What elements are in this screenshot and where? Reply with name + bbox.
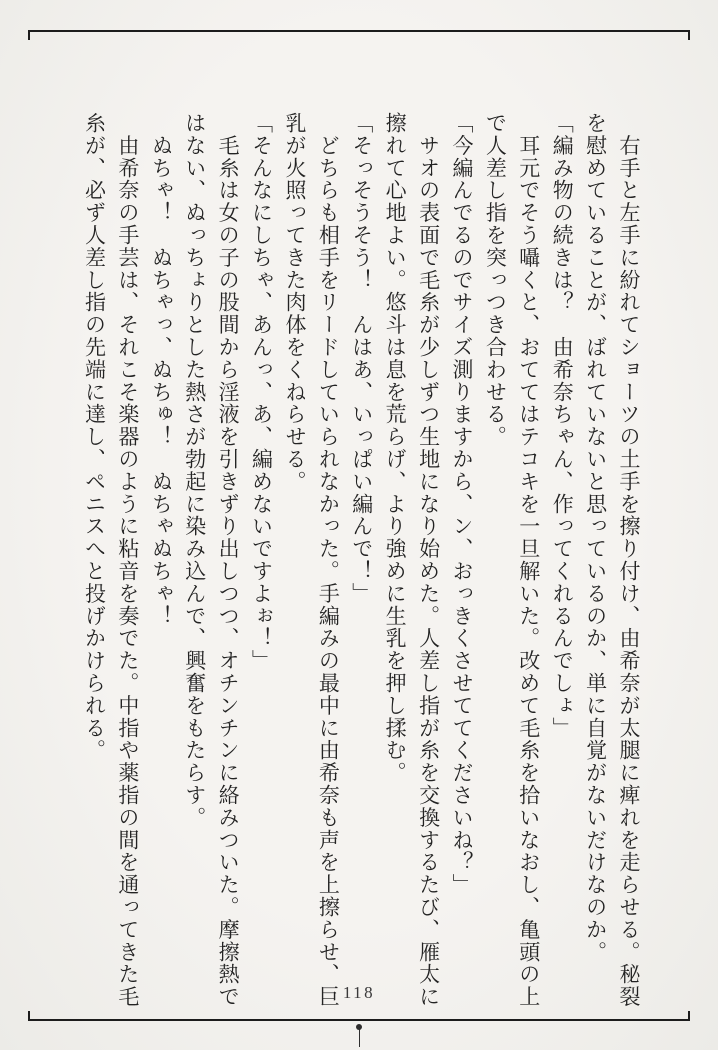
page-number: 118 [342,983,376,1002]
paragraph: どちらも相手をリードしていられなかった。手編みの最中に由希奈も声を上擦らせ、巨乳が火照ってきた肉体をくねらせる。 [282,112,341,1008]
paragraph-dialogue: 「編み物の続きは？ 由希奈ちゃん、作ってくれるんでしょ」 [550,112,575,740]
frame-corner-tick [688,1011,690,1020]
page-ornament-icon [355,1024,363,1048]
paragraph-dialogue: 「そんなにしちゃ、あんっ、あ、編めないですよぉ！」 [249,112,274,672]
vertical-text-body [77,112,645,1009]
paragraph: 耳元でそう囁くと、おててはテコキを一旦解いた。改めて毛糸を拾いなおし、亀頭の上で人差し指を突っつき合わせる。 [483,112,541,1008]
paragraph-sound-effect: ぬちゃ！ ぬちゃっ、ぬちゅ！ ぬちゃぬちゃ！ [149,112,174,628]
frame-corner-tick [28,1011,30,1020]
paragraph-dialogue: 「そっそうそう！ んはあ、いっぱい編んで！」 [349,112,374,605]
frame-top-rule [28,30,690,32]
frame-bottom-rule [28,1019,690,1021]
paragraph: 由希奈の手芸は、それこそ楽器のように粘音を奏でた。中指や薬指の間を通ってきた毛糸が、必ず人差し指の先端に達し、ペニスへと投げかけられる。 [82,112,140,1008]
frame-corner-tick [28,31,30,40]
paragraph: サオの表面で毛糸が少しずつ生地になり始めた。人差し指が糸を交換するたび、雁太に擦れて心地よい。悠斗は息を荒らげ、より強めに生乳を押し揉む。 [383,112,441,1008]
frame-corner-tick [688,31,690,40]
paragraph: 右手と左手に紛れてショーツの土手を擦り付け、由希奈が太腿に痺れを走らせる。秘裂を慰めていることが、ばれていないと思っているのか、単に自覚がないだけなのか。 [583,112,641,1008]
paragraph-dialogue: 「今編んでるのでサイズ測りますから、ン、おっきくさせててくださいね？」 [449,112,474,896]
paragraph: 毛糸は女の子の股間から淫液を引きずり出しつつ、オチンチンに絡みついた。摩擦熱ではない、ぬっちょりとした熱さが勃起に染み込んで、興奮をもたらす。 [182,112,241,1008]
ornament-stem [359,1029,361,1047]
